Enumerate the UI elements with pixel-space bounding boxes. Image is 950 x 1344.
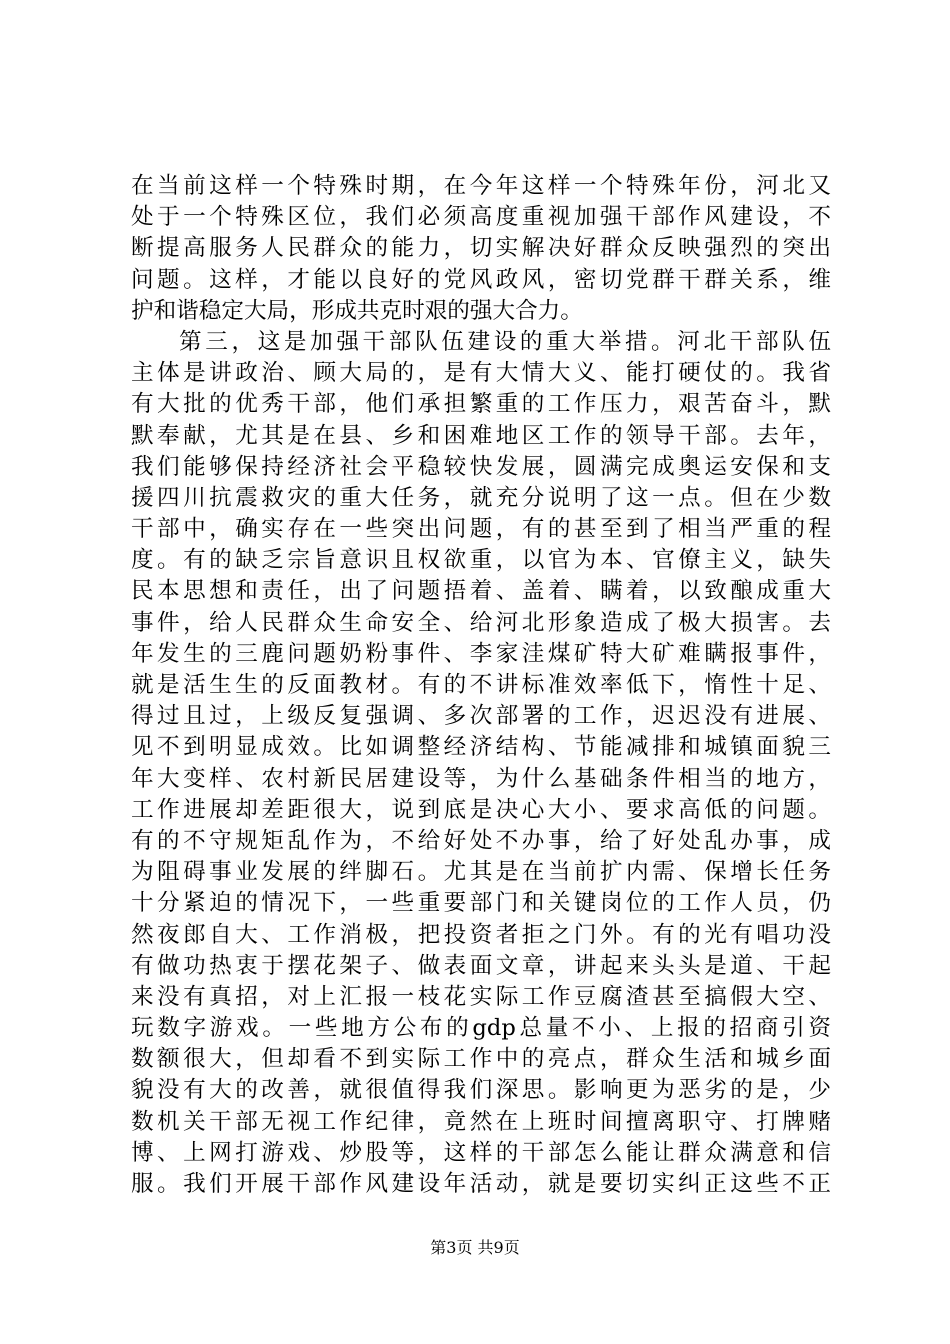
text-line: 数机关干部无视工作纪律，竟然在上班时间擅离职守、打牌赌 (131, 1108, 831, 1135)
text-line: 主体是讲政治、顾大局的，是有大情大义、能打硬仗的。我省 (131, 360, 831, 387)
text-line: 就是活生生的反面教材。有的不讲标准效率低下，惰性十足、 (131, 672, 831, 698)
text-line: 来没有真招，对上汇报一枝花实际工作豆腐渣甚至搞假大空、 (131, 983, 831, 1010)
text-line: 貌没有大的改善，就很值得我们深思。影响更为恶劣的是，少 (131, 1077, 831, 1104)
text-line: 民本思想和责任，出了问题捂着、盖着、瞒着，以致酿成重大 (131, 578, 831, 605)
text-line: 年发生的三鹿问题奶粉事件、李家洼煤矿特大矿难瞒报事件， (131, 640, 831, 667)
text-line: 玩数字游戏。一些地方公布的gdp总量不小、上报的招商引资 (131, 1015, 831, 1042)
text-line: 年大变样、农村新民居建设等，为什么基础条件相当的地方， (131, 765, 831, 792)
text-line: 在当前这样一个特殊时期，在今年这样一个特殊年份，河北又 (131, 173, 831, 199)
text-line: 工作进展却差距很大，说到底是决心大小、要求高低的问题。 (131, 796, 831, 823)
text-line: 有的不守规矩乱作为，不给好处不办事，给了好处乱办事，成 (131, 827, 831, 854)
text-line: 服。我们开展干部作风建设年活动，就是要切实纠正这些不正 (131, 1171, 831, 1197)
page-footer: 第3页 共9页 (430, 1238, 520, 1257)
text-line: 有做功热衷于摆花架子、做表面文章，讲起来头头是道、干起 (131, 952, 831, 979)
text-line: 度。有的缺乏宗旨意识且权欲重，以官为本、官僚主义，缺失 (131, 547, 831, 574)
text-line: 默奉献，尤其是在县、乡和困难地区工作的领导干部。去年， (131, 422, 831, 449)
text-line: 见不到明显成效。比如调整经济结构、节能减排和城镇面貌三 (131, 734, 831, 761)
text-line: 有大批的优秀干部，他们承担繁重的工作压力，艰苦奋斗，默 (131, 391, 831, 418)
text-line: 为阻碍事业发展的绊脚石。尤其是在当前扩内需、保增长任务 (131, 859, 831, 886)
text-line: 十分紧迫的情况下，一些重要部门和关键岗位的工作人员，仍 (131, 890, 831, 917)
text-line: 数额很大，但却看不到实际工作中的亮点，群众生活和城乡面 (131, 1046, 831, 1073)
body-text (131, 171, 831, 1200)
text-line: 博、上网打游戏、炒股等，这样的干部怎么能让群众满意和信 (131, 1139, 831, 1166)
text-line: 处于一个特殊区位，我们必须高度重视加强干部作风建设，不 (131, 204, 831, 231)
text-line: 护和谐稳定大局，形成共克时艰的强大合力。 (131, 297, 583, 324)
text-line: 事件，给人民群众生命安全、给河北形象造成了极大损害。去 (131, 609, 831, 636)
text-line: 援四川抗震救灾的重大任务，就充分说明了这一点。但在少数 (131, 484, 831, 511)
text-line: 干部中，确实存在一些突出问题，有的甚至到了相当严重的程 (131, 516, 831, 543)
text-line: 断提高服务人民群众的能力，切实解决好群众反映强烈的突出 (131, 235, 831, 262)
text-line: 得过且过，上级反复强调、多次部署的工作，迟迟没有进展、 (131, 703, 831, 730)
text-line: 问题。这样，才能以良好的党风政风，密切党群干群关系，维 (131, 266, 831, 293)
text-line: 然夜郎自大、工作消极，把投资者拒之门外。有的光有唱功没 (131, 921, 831, 948)
text-line: 第三，这是加强干部队伍建设的重大举措。河北干部队伍 (179, 328, 831, 355)
text-line: 我们能够保持经济社会平稳较快发展，圆满完成奥运安保和支 (131, 453, 831, 480)
